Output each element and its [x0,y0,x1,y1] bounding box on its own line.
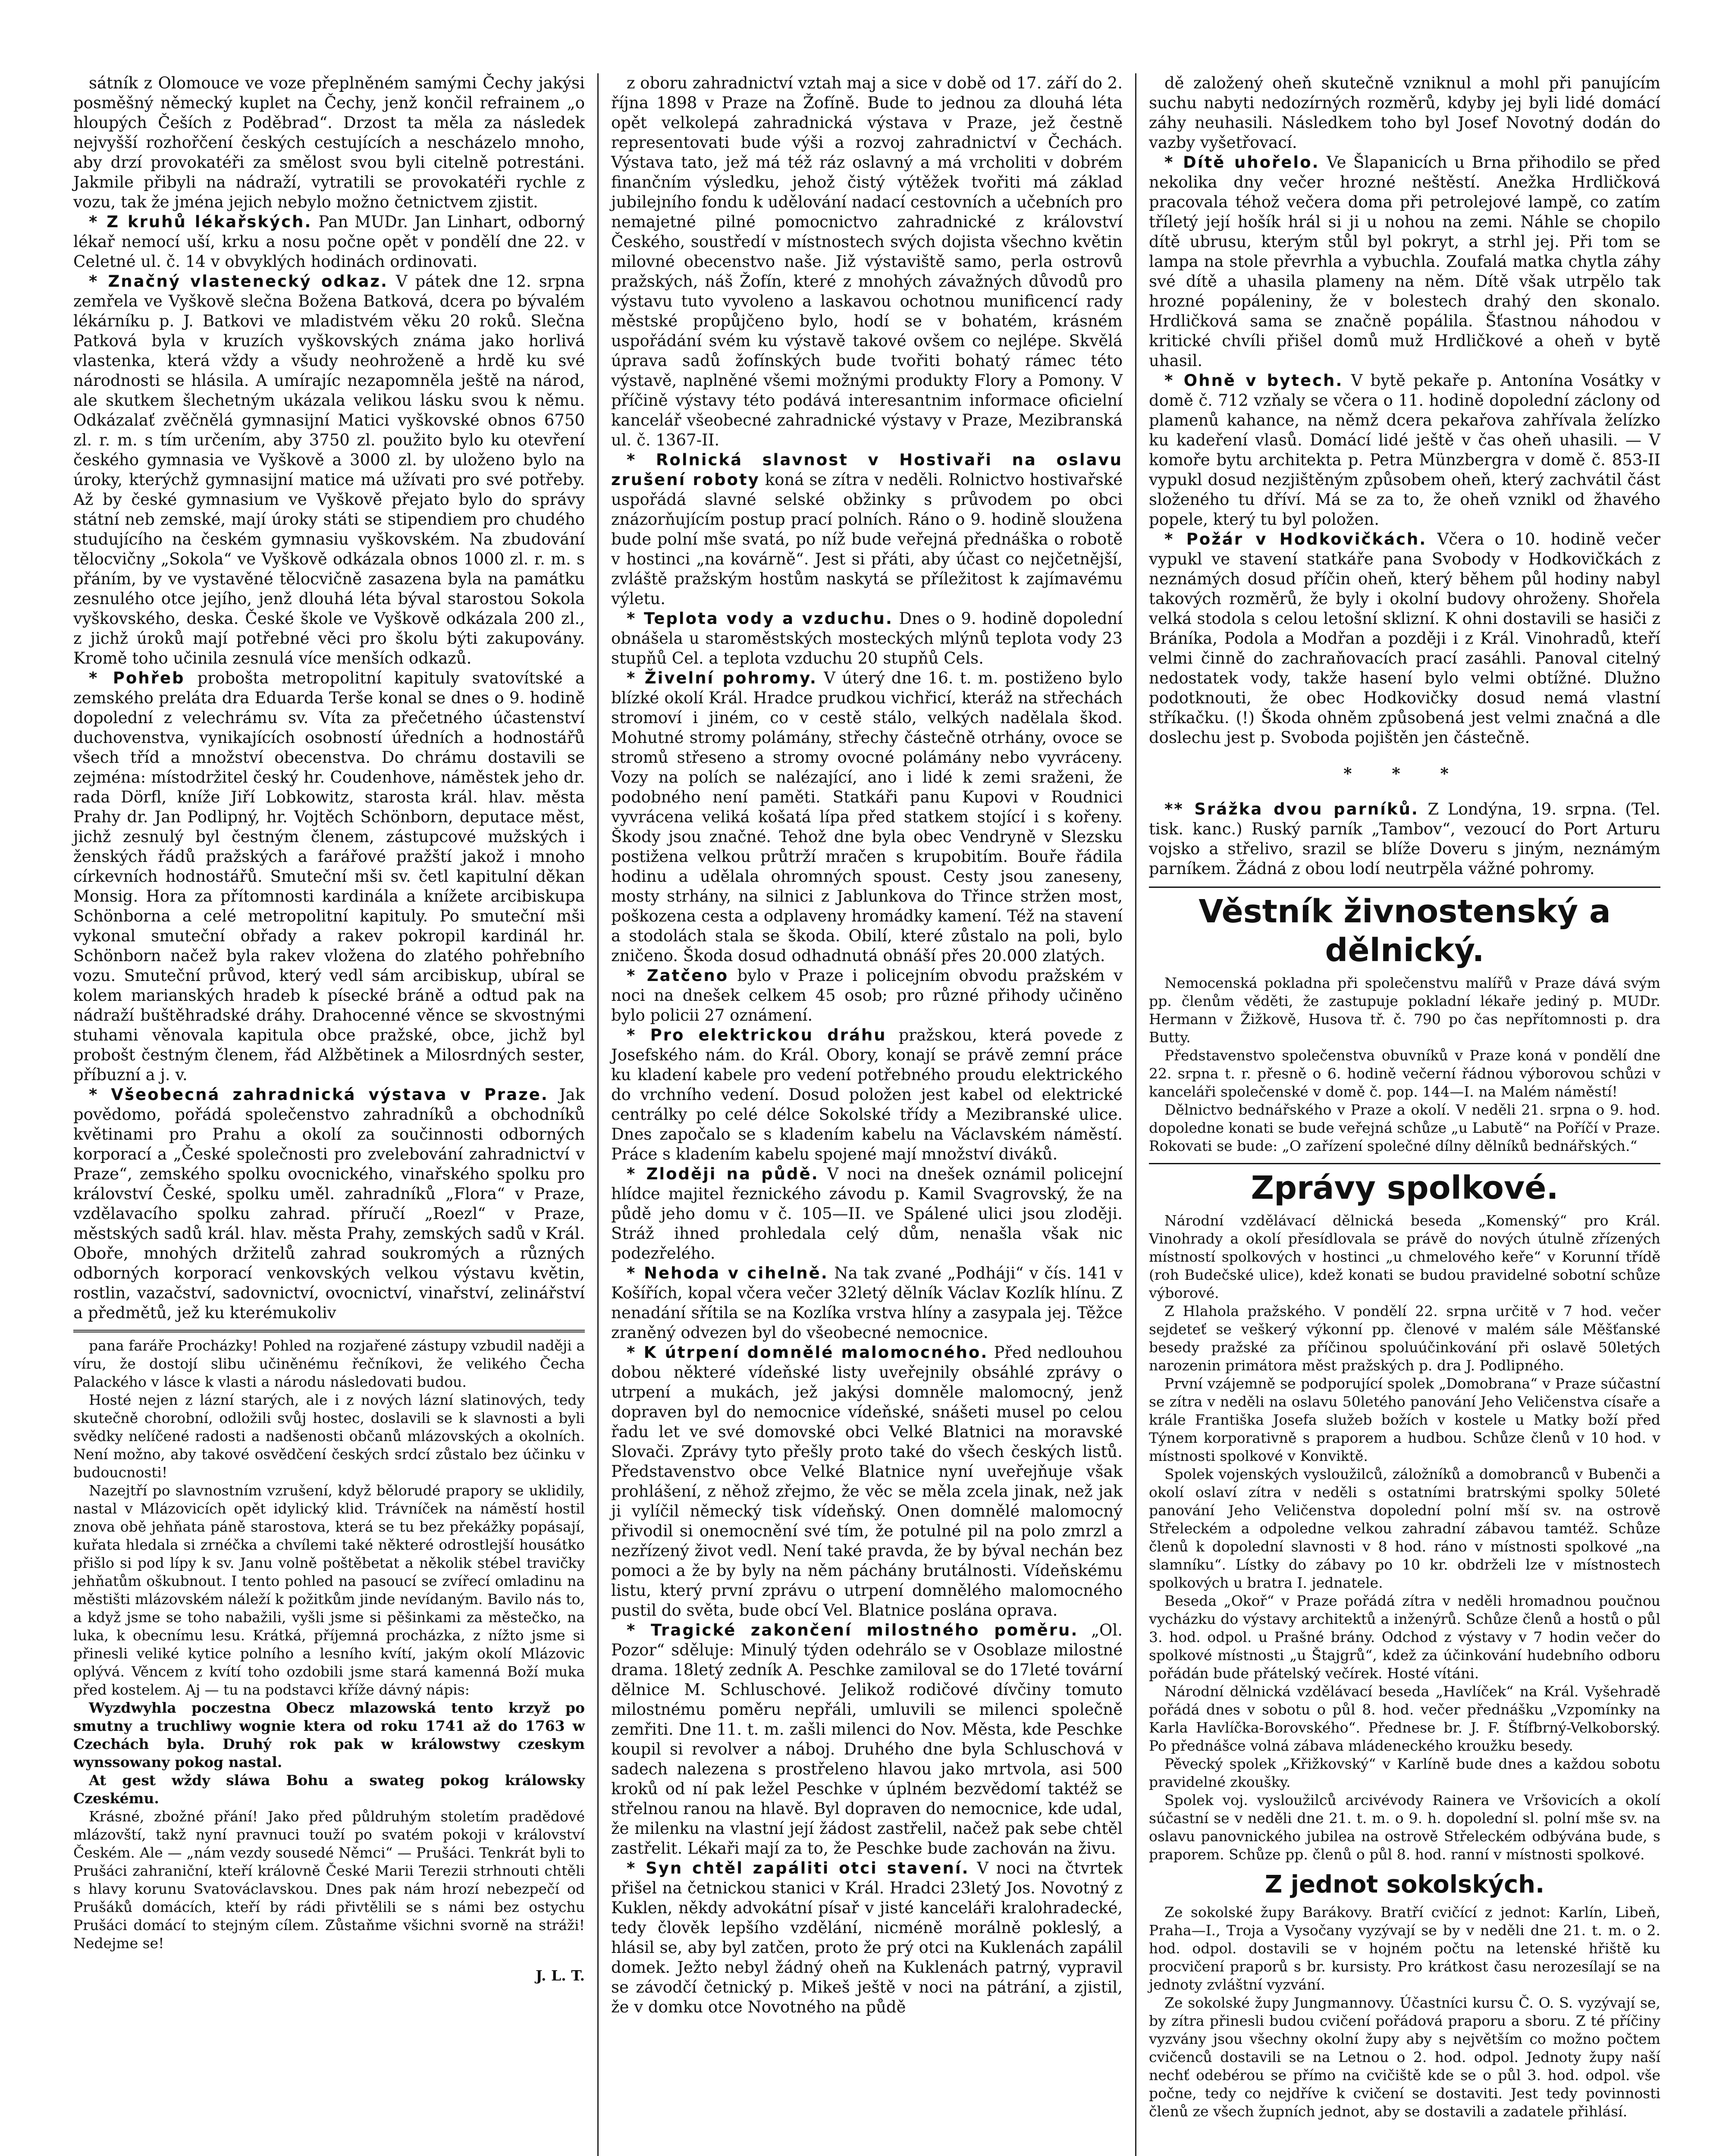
article-text: V noci na dnešek oznámil policejní hlídce majitel řeznického závodu p. Kamil Svagrovský, že na půdě jeho domu v č. 105—II. ve Spálené ulici jsou zloději. Stráž ihned prohledala celý dům, nenašla však nic podezřelého. [611,1165,1123,1263]
article-text: V úterý dne 16. t. m. postiženo bylo blízké okolí Král. Hradce prudkou vichřicí, kteráž na střechách stromoví i jiném, co v cestě stálo, velkých nadělala škod. Mohutné stromy polámány, střechy částečně otrhány, ovoce se stromů střeseno a stromy ovocné polámány nebo vyvráceny. Vozy na polích se nalézající, ano i lidé k zemi sraženi, že podobného není paměti. Statkáři panu Kupovi v Roudnici vyvrácena veliká košatá lípa před statkem stojící i s kořeny. Škody jsou značné. Tehož dne byla obec Vendryně v Slezsku postižena velkou průtrží mračen s krupobitím. Bouře řádila hodinu a udělala ohromných spoust. Cesty jsou zaneseny, mosty strhány, na silnici z Jablunkova do Třince stržen most, poškozena cesta a odplaveny hromádky kamení. Též na stavení a stodolách stala se škoda. Obilí, které zůstalo na poli, bylo zničeno. Škoda dosud odhadnutá obnáší přes 20.000 zlatých. [611,669,1123,965]
column-2 [611,73,1123,2156]
feuilleton-text: Krásné, zbožné přání! Jako před půldruhým stoletím pradědové mlázovští, takž nyní pravnuci touží po svatém pokoji v království Českém. Ale — „nám vezdy sousedé Němci“ — Prušáci. Tenkrát byli to Prušáci zahraniční, kteří královně České Marii Terezii strhnouti chtěli s hlavy korunu Svatováclavskou. Dnes pak nám hrozí nebezpečí od Prušáků domácích, kteří by rádi přivtělili se s námi bez ostychu Prušáci domácí to stejným cílem. Zůstaňme všichni svorně na stráži! Nedejme se! [73,1808,585,1952]
article-headline: * Syn chtěl zapáliti otci stavení. [627,1859,970,1877]
article-text: z oboru zahradnictví vztah maj a sice v době od 17. září do 2. října 1898 v Praze na Žofíně. Bude to jednou za dlouhá léta opět velkolepá zahradnická výstava v Praze, jež čestně representovati bude výši a rozvoj zahradnictví v Čechách. Výstava tato, jež má též ráz oslavný a má vrcholiti v dobrém finančním výsledku, jehož čistý výtěžek tvořiti má základ jubilejního fondu k udělování nadací cestovních a učebních pro nemajetné pilné pomocnictvo zahradnické z království Českého, soustředí v místnostech svých dojista všechno květin milovné obecenstvo naše. Již výstaviště samo, perla ostrovů pražských, náš Žofín, které z mnohých závažných důvodů pro výstavu tuto vyvoleno a laskavou ochotnou munificencí rady městské propůjčeno bylo, hodí se v bohatém, krásném uspořádání svém ku výstavě takové ovšem co nejlépe. Skvělá úprava sadů žofínských bude tvořiti bohatý rámec této výstavě, naplněné všemi možnými produkty Flory a Pomony. V příčině výstavy této podává interesantnim informace oficielní kancelář všeobecné zahradnické výstavy v Praze, Mezibranská ul. č. 1367-II. [611,74,1123,449]
article-paragraph [611,668,1123,966]
article-paragraph [73,212,585,272]
article-paragraph [1149,371,1660,530]
article-paragraph [611,1025,1123,1164]
article-headline: * Pohřeb [89,669,185,687]
article-headline: * Značný vlastenecký odkaz. [89,272,388,291]
author-signature: J. L. T. [535,1967,585,1984]
article-paragraph [1149,153,1660,371]
column-rule [1135,73,1136,2156]
column-1 [73,73,585,2156]
article-text: Ve Šlapanicích u Brna přihodilo se před nekolika dny večer hrozné neštěstí. Anežka Hrdličková pracovala téhož večera doma při petrolejové lampě, co zatím tříletý její hošík hrál si ji u nohou na zemi. Náhle se chopilo dítě ubrusu, kterým stůl byl pokryt, a strhl jej. Při tom se lampa na stole převrhla a vybuchla. Zoufalá matka chytla záhy své dítě a uhasila plameny na něm. Dítě však utrpělo tak hrozné popáleniny, že v bolestech drahý den skonalo. Hrdličková sama se značně popálila. Šťastnou náhodou v kritické chvíli přišel domů muž Hrdličkové a oheň v bytě uhasil. [1149,153,1661,370]
article-text: koná se zítra v neděli. Rolnictvo hostivařské uspořádá slavné selské obžinky s průvodem po obci znázorňujícím postup prací polních. Ráno o 9. hodině sloužena bude polní mše svatá, po níž bude veřejná přednáška o robotě v hostinci „na kovárně“. Jest si přáti, aby účast co nejčetnější, zvláště pražským hostům naskytá se příležitost k zajímavému výletu. [611,470,1123,608]
article-paragraph [611,1620,1123,1858]
article-text: sátník z Olomouce ve voze přeplněném samými Čechy jakýsi posměšný německý kuplet na Čechy, jenž končil refrainem „o hloupých Češích z Poděbrad“. Drzost ta měla za následek nejvyšší rozhořčení českých cestujících a nescházelo mnoho, aby drzí provokatéři za smělost svou byli citelně potrestáni. Jakmile přibyli na nádraží, vytratili se provokatéři rychle z vozu, tak že jména jejich nebylo možno četnictvem zjistit. [73,74,585,211]
notice-text: Pěvecký spolek „Křižkovský“ v Karlíně bude dnes a každou sobotu pravidelné zkoušky. [1149,1755,1660,1790]
article-text: pražskou, která povede z Josefského nám. do Král. Obory, konají se právě zemní práce ku kladení kabele pro vedení potřebného proudu elektrického do vrchního vedení. Dosud položen jest kabel od elektrické centrálky po celé délce Sokolské třídy a Mezibranské ulice. Dnes započalo se s kladením kabelu na Václavském náměstí. Práce s kladením kabelu spojené mají množství diváků. [611,1026,1123,1163]
article-headline: * Zatčeno [627,966,729,985]
article-headline: ** Srážka dvou parníků. [1164,800,1419,818]
feuilleton-text: Hosté nejen z lázní starých, ale i z nových lázní slatinových, tedy skutečně chorobní, odložili svůj hostec, doslavili se k slavnosti a byli svědky nelíčené radosti a nadšenosti občanů mlázovských a okolních. Není možno, aby takové osvědčení českých srdcí zůstalo bez účinku v budoucnosti! [73,1391,585,1481]
notice-text: Beseda „Okoř“ v Praze pořádá zítra v neděli hromadnou poučnou vycházku do výstavy architektů a inženýrů. Schůze členů a hostů o půl 3. hod. odpol. u Prašné brány. Odchod z výstavy v 7 hodin večer do spolkové místnosti „u Štajgrů“, kdež za účinkování hudebního odboru pořádán bude přátelský večírek. Hosté vítáni. [1149,1592,1660,1682]
feuilleton-text: Nazejtří po slavnostním vzrušení, když bělorudé prapory se uklidily, nastal v Mlázovicích opět idylický klid. Trávníček na náměstí hostil znova obě jehňata páně starostova, která se tu bez překážky popásají, kuřata hledala si zrnéčka a chvílemi také některé odrostlejší housátko přišlo si pod lípy k sv. Janu volně poštěbetat a několik stébel travičky jehňatům oškubnout. I tento pohled na pasoucí se zvířecí omladinu na městišti mlázovském náleží k požitkům jinde nevídaným. Bavilo nás to, a když jsme se toho nabažili, vyšli jsme si pěšinkami za městečko, na luka, k obecnímu lesu. Krátká, příjemná procházka, z nížto jsme si přinesli veliké kytice polního a lesního kvítí, jakým okolí Mlázovic oplývá. Věncem z kvítí toho ozdobili jsme stará kamenná Boží muka před kostelem. Aj — tu na podstavci kříže dávný nápis: [73,1482,585,1698]
article-text: bylo v Praze i policejním obvodu pražském v noci na dnešek celkem 45 osob; pro různé přihody učiněno bylo policii 27 oznámení. [611,966,1123,1025]
article-paragraph [1149,799,1660,879]
article-paragraph [73,272,585,668]
notice-text: Z Hlahola pražského. V pondělí 22. srpna určitě v 7 hod. večer sejdeteť se veškerý výkonní pp. členové v malém sále Měšťanské besedy pražské za příčinou spoluúčinkování při oslavě 50letých narozenin primátora měst pražských p. dra J. Podlipného. [1149,1303,1660,1374]
notice-text: Spolek vojenských vysloužilců, záložníků a domobranců v Bubenči a okolí oslaví zítra v neděli s ostatními bratrskými spolky 50leté panování Jeho Veličenstva dopolední polní mší sv. na ostrově Střeleckém a odpoledne velkou zahradní zábavou tamtéž. Schůze členů k dopolední slavnosti v 8 hod. ráno v místnosti spolkové „na slamníku“. Lístky do zábavy po 10 kr. obdrželi lze v místnostech spolkových u bratra I. jednatele. [1149,1466,1660,1591]
article-headline: * Požár v Hodkovičkách. [1164,530,1427,548]
notice-text: Spolek voj. vysloužilců arcivévody Rainera ve Vršovicích a okolí súčastní se v neděli dne 21. t. m. o 9. h. dopolední sl. polní mše sv. na oslavu panovnického jubilea na ostrově Střeleckém odbývána bude, s praporem. Schůze pp. členů o půl 8. hod. ranní v místnosti spolkové. [1149,1792,1660,1863]
article-headline: * Pro elektrickou dráhu [627,1026,887,1044]
feuilleton-text: pana faráře Procházky! Pohled na rozjařené zástupy vzbudil naději a víru, že dostojí slibu učiněnému řečníkovi, že velikého Čecha Palackého v lásce k vlasti a národu následovati budou. [73,1337,585,1390]
article-paragraph [73,1085,585,1323]
article-text: Na tak zvané „Podháji“ v čís. 141 v Košířích, kopal včera večer 32letý dělník Václav Kozlík hlínu. Z nenadání sřítila se na Kozlíka vrstva hlíny a zasypala jej. Těžce zraněný odvezen byl do všeobecné nemocnice. [611,1264,1123,1342]
column-rule [597,73,599,2156]
article-headline: * K útrpení domnělé malomocného. [627,1343,988,1362]
notice-text: Národní dělnická vzdělávací beseda „Havlíček“ na Král. Vyšehradě pořádá dnes v sobotu o půl 8. hod. večer přednášku „Vzpomínky na Karla Havlíčka-Borovského“. Přednese br. J. F. Štífbrný-Velkoborský. Po přednášce volná zábava mládeneckého kroužku besedy. [1149,1683,1660,1754]
article-headline: * Nehoda v cihelně. [627,1264,828,1282]
article-headline: * Rolnická slavnost v Hostivaři na oslavu zrušení roboty [611,451,1123,489]
subsection-title-sokol: Z jednot sokolských. [1264,1871,1545,1899]
article-paragraph [611,1858,1123,2017]
section-stars: * * * [1343,764,1466,783]
article-text: Včera o 10. hodině večer vypukl ve stavení statkáře pana Svobody v Hodkovičkách z neznámých dosud příčin oheň, který během půl hodiny nabyl takových rozměrů, že byly i okolní budovy ohroženy. Shořela velká stodola s celou letošní sklizní. K ohni dostavili se hasiči z Bráníka, Podola a Modřan a později i z Král. Vinohradů, kteří velmi činně do zachraňovacích prací zasáhli. Panoval citelný nedostatek vody, takže hasení bylo velmi obtížné. Dlužno podotknouti, že obec Hodkovičky dosud nemá vlastní stříkačku. (!) Škoda ohněm způsobená jest velmi značná a dle doslechu jest p. Svoboda pojištěn jen částečně. [1149,530,1660,747]
article-text: „Ol. Pozor“ sděluje: Minulý týden odehrálo se v Osoblaze milostné drama. 18letý zedník A. Peschke zamiloval se do 17leté tovární dělnice M. Schluschové. Jelikož rodičové dívčiny tomuto milostnému poměru nepřáli, umluvili se milenci společně zemřiti. Dne 11. t. m. zašli milenci do Nov. Města, kde Peschke koupil si revolver a náboj. Druhého dne byla Schluschová v sadech nalezena s prostřeleno hlavou jako mrtvola, asi 500 kroků od ní pak ležel Peschke v úplném bezvědomí taktéž se střelnou ranou na hlavě. Byl dopraven do nemocnice, kde udal, že milenku na vlastní její žádost zastřelil, načež pak sebe chtěl zastřelit. Lékaři mají za to, že Peschke bude zachován na živu. [611,1621,1123,1858]
notice-text: Představenstvo společenstva obuvníků v Praze koná v pondělí dne 22. srpna t. r. přesně o 6. hodině večerní řádnou výborovou schůzi v kanceláři společenské v domě č. pop. 144—I. na Malém náměstí! [1149,1047,1660,1100]
article-headline: * Živelní pohromy. [627,669,817,687]
notice-text: Nemocenská pokladna při společenstvu malířů v Praze dává svým pp. členům věděti, že zastupuje pokladní lékaře jediný p. MUDr. Hermann v Žižkově, Husova tř. č. 790 po čas nepřítomnosti p. dra Butty. [1149,975,1660,1046]
article-text: Z Londýna, 19. srpna. (Tel. tisk. kanc.) Ruský parník „Tambov“, vezoucí do Port Arturu vojsko a střelivo, srazil se blíže Doveru s jiným, neznámým parníkem. Žádná z obou lodí neutrpěla vážné pohromy. [1149,800,1661,878]
notice-text: První vzájemně se podporující spolek „Domobrana“ v Praze súčastní se zítra v neděli na oslavu 50letého panování Jeho Veličenstva císaře a krále Františka Josefa služeb božích v kostele u Matky boží před Týnem korporativně s praporem a hudbou. Schůze členů v 10 hod. v místnosti spolkové v Konviktě. [1149,1375,1660,1464]
notice-text: Ze sokolské župy Jungmannovy. Účastníci kursu Č. O. S. vyzývají se, by zítra přinesli budou cvičení pořádová praporu a sboru. Z té příčiny vyzvány jsou všechny okolní župy aby s největším co možno počtem cvičenců dostavili se na Letnou o 2. hod. odpol. Jednoty župy naší nechť odebérou se přímo na cvičiště kde se o půl 3. hod. odpol. vše počne, tedy co nejdříve k cvičení se dostaviti. Jest tedy povinnosti členů ze všech župních jednot, aby se dostavili a zadatele přihlásí. [1149,1994,1660,2120]
section-title-clubs: Zprávy spolkové. [1149,1163,1660,1207]
article-headline: * Z kruhů lékařských. [89,213,312,231]
article-paragraph [611,966,1123,1025]
article-text: V pátek dne 12. srpna zemřela ve Vyškově slečna Božena Batková, dcera po bývalém lékárníku p. J. Batkovi ve mladistvém věku 20 roků. Slečna Patková byla v kruzích vyškovských známa jako horlivá vlastenka, která vždy a všudy neohroženě a hrdě ku své národnosti se hlásila. A umírajíc nezapomněla ještě na národ, ale skutkem šlechetným ukázala velikou lásku svou k němu. Odkázalať zvěčnělá gymnasijní Matici vyškovské obnos 6750 zl. r. m. s tím určením, aby 3750 zl. použito bylo ku otevření českého gymnasia ve Vyškově a 3000 zl. by uloženo bylo na úroky, kterýchž gymnasijní matice má užívati pro své potřeby. Až by české gymnasium ve Vyškově přejato bylo do správy státní neb zemské, mají úroky státi se stipendiem pro chudého studujícího na českém gymnasiu vyškovském. Na zbudování tělocvičny „Sokola“ ve Vyškově odkázala obnos 1000 zl. r. m. s přáním, by ve vystavěné tělocvičně zasazena byla na památku zesnulého otce jejího, jenž dlouhá léta býval starostou Sokola vyškovského, deska. České škole ve Vyškově odkázala 200 zl., z jichž úroků mají potřebné věci pro školu býti zakupovány. Kromě toho učinila zesnulá více menších odkazů. [73,272,585,667]
article-paragraph [611,1164,1123,1263]
article-headline: * Dítě uhořelo. [1164,153,1320,172]
article-text: Pan MUDr. Jan Linhart, odborný lékař nemocí uší, krku a nosu počne opět v pondělí dne 22. v Celetné ul. č. 14 v obvyklých hodinách ordinovati. [73,213,585,271]
notice-text: Národní vzdělávací dělnická beseda „Komenský“ pro Král. Vinohrady a okolí přesídlovala se právě do nových útulně zřízených místností spolkových v hostinci „u chmelového keře“ v Korunní třídě (roh Budečské ulice), kdež konati se budou pravidelné sobotní schůze výborové. [1149,1212,1660,1301]
article-text: V bytě pekaře p. Antonína Vosátky v domě č. 712 vzňaly se včera o 11. hodině dopolední záclony od plamenů kahance, na němž dcera pekařova zahřívala želízko ku kadeření vlasů. Domácí lidé ještě v čas oheň uhasili. — V komoře bytu architekta p. Petra Münzbergra v domě č. 853-II vypukl dosud nezjištěným způsobem oheň, který zachvátil část složeného tu dříví. Má se za to, že oheň vznikl od žhavého popele, který tu byl položen. [1149,371,1661,529]
notice-text: Dělnictvo bednářského v Praze a okolí. V neděli 21. srpna o 9. hod. dopoledne konati se bude veřejná schůze „u Labutě“ na Poříčí v Praze. Rokovati se bude: „O zařízení společné dílny dělníků bednářských.“ [1149,1101,1660,1154]
article-headline: * Tragické zakončení milostného poměru. [627,1621,1079,1639]
newspaper-page [73,73,1660,2156]
article-text: Před nedlouhou dobou některé vídeňské listy uveřejnily obsáhlé zprávy o utrpení a mukách, jež jakýsi domněle malomocný, jenž dopraven byl do nemocnice vídeňské, snášeti musel po celou řadu let ve své domovské obci Velké Blatnici na moravské Slovači. Zprávy tyto přešly proto také do všech českých listů. Představenstvo obce Velké Blatnice nyní uveřejňuje však prohlášení, z něhož zřejmo, že věc se měla zcela jinak, než jak ji vylíčil německý tisk vídeňský. Onen domnělé malomocný přivodil si onemocnění své tím, že potulné pil na polo zmrzl a nezřízený život vedl. Není také pravda, že by býval nechán bez pomoci a že by byly na něm páchány brutálnosti. Vídeňskému listu, který první zprávu o utrpení domnělého malomocného pustil do světa, bude obcí Vel. Blatnice poslána oprava. [611,1343,1123,1620]
article-headline: * Ohně v bytech. [1164,371,1343,390]
article-text: Dnes o 9. hodině dopolední obnášela u staroměstských mosteckých mlýnů teplota vody 23 stupňů Cel. a teplota vzduchu 20 stupňů Cels. [611,609,1123,667]
inscription-text: At gest wždy sláwa Bohu a swateg pokog králowsky Czeskému. [73,1772,585,1807]
notice-text: Ze sokolské župy Barákovy. Bratří cvičící z jednot: Karlín, Libeň, Praha—I., Troja a Vysočany vyzývají se by v neděli dne 21. t. m. o 2. hod. odpol. dostavili se v hojném počtu na letenské hřiště ku procvičení praporů s br. kursisty. Pro krátkost času nerozesílají se na jednoty zvláštní vyzvání. [1149,1904,1660,1993]
inscription-text: Wyzdwyhla poczestna Obecz mlazowská tento krzyž po smutny a truchliwy wognie ktera od roku 1741 až do 1763 w Czechách byla. Druhý rok pak w králowstwy czeskym wynssowany pokog nastal. [73,1699,585,1771]
article-paragraph [1149,530,1660,748]
column-3 [1149,73,1660,2156]
article-text: probošta metropolitní kapituly svatovítské a zemského preláta dra Eduarda Terše konal se dnes o 9. hodině dopolední z velechrámu sv. Víta za přečetného účastenství duchovenstva, vynikajících osobností úředních a hodnostářů všech tříd a množství obecenstva. Do chrámu dostavili se zejména: místodržitel český hr. Coudenhove, náměstek jeho dr. rada Dörfl, kníže Jiří Lobkowitz, starosta král. hlav. města Prahy dr. Jan Podlipný, hr. Vojtěch Schönborn, deputace měst, jichž zesnulý byl čestným členem, zástupcové mužských i ženských řádů pražských a farářové pražští jakož i mnoho církevních hodnostářů. Smuteční mši sv. četl kapitulní děkan Monsig. Hora za přítomnosti kardinála a knížete arcibiskupa Schönborna a celé metropolitní kapituly. Po smuteční mši vykonal smuteční obřady a rakev pokropil kardinál hr. Schönborn načež byla rakev vložena do zlatého pohřebního vozu. Smuteční průvod, který vedl sám arcibiskup, ubíral se kolem marianských hradeb k písecké bráně a odtud pak na nádraží buštěhradské dráhy. Drahocenné věnce se skvostnými stuhami věnovala kapitula obce pražské, obce, jichž byl probošt čestným členem, řád Alžbětinek a Milosrdných sester, příbuzní a j. v. [73,669,585,1084]
article-headline: * Zloději na půdě. [627,1165,819,1183]
article-headline: * Teplota vody a vzduchu. [627,609,893,628]
feuilleton-divider [73,1330,585,1332]
article-headline: * Všeobecná zahradnická výstava v Praze. [89,1085,549,1104]
article-text: Jak povědomo, pořádá společenstvo zahradníků a obchodníků květinami pro Prahu a okolí za součinnosti odborných korporací a „České společnosti pro zvelebování zahradnictví v Praze“, zemského spolku ovocnického, vinařského spolku pro království České, spolku uměl. zahradníků „Flora“ v Praze, vzdělavacího spolku zahrad. příručí „Roezl“ v Praze, městských sadů král. hlav. města Prahy, zemských sadů v Král. Oboře, mnohých držitelů zahrad soukromých a různých odborných korporací venkovských velkou výstavu květin, rostlin, vazačství, sadovnictví, ovocnictví, vinařství, zelinářství a předmětů, jež ku kterémukoliv [73,1085,585,1322]
article-paragraph [611,1343,1123,1620]
article-paragraph [73,668,585,1085]
section-title-trade: Věstník živnostenský a dělnický. [1149,887,1660,970]
article-paragraph [611,1263,1123,1343]
article-paragraph [611,450,1123,609]
article-text: V noci na čtvrtek přišel na četnickou stanici v Král. Hradci 23letý Jos. Novotný z Kuklen, někdy advokátní písař v jisté kanceláři kralohradecké, tedy člověk lepšího vzdělání, nicméně morálně pokleslý, a hlásil se, aby byl zatčen, proto že prý otci na Kuklenách zapálil domek. Ježto nebyl žádný oheň na Kuklenách patrný, vypravil se závodčí četnický p. Mikeš ještě v noci na pátrání, a zjistil, že v domku otce Novotného na půdě [611,1859,1123,2016]
article-paragraph [611,609,1123,668]
article-text: dě založený oheň skutečně vzniknul a mohl při panujícím suchu nabyti nedozírných rozměrů, kdyby jej byli lidé domácí záhy neuhasili. Následkem toho byl Josef Novotný dodán do vazby vyšetřovací. [1149,74,1660,152]
